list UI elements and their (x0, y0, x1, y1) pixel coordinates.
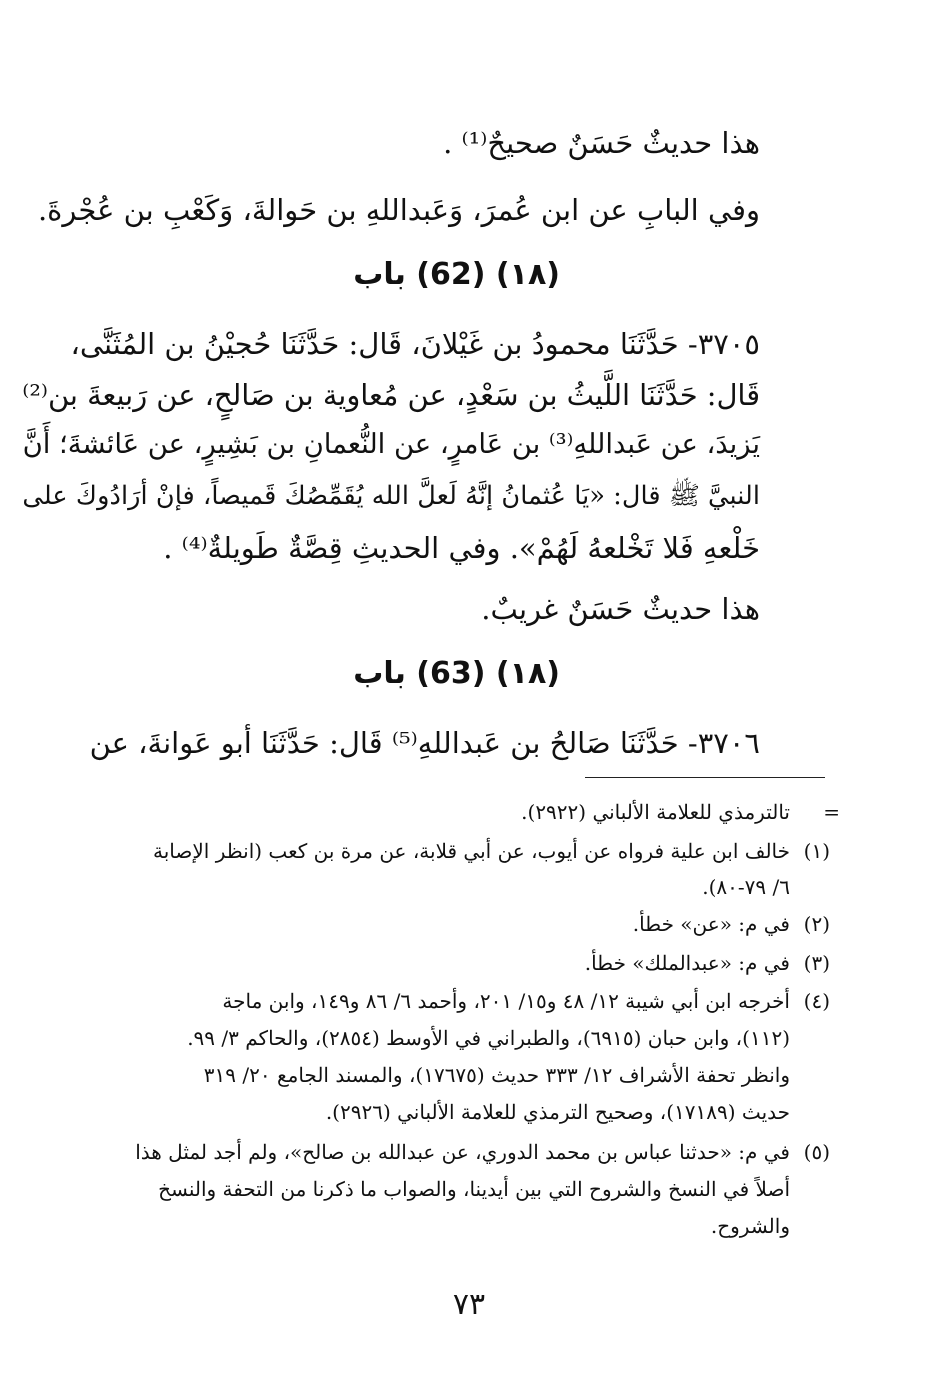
body-paragraph: هذا حديثٌ حَسَنٌ غريبٌ. (481, 592, 760, 626)
footnote-line: في م: «عن» خطأ. (632, 912, 790, 936)
hadith-line: خَلْعهِ فَلا تَخْلعهُ لَهُمْ». وفي الحديثِ قِصَّةٌ طَويلةٌ⁽⁴⁾ . (163, 531, 760, 565)
footnote-line: والشروح. (710, 1214, 790, 1238)
body-paragraph: هذا حديثٌ حَسَنٌ صحيحٌ⁽¹⁾ . (443, 126, 760, 160)
footnote-number: (٥) (803, 1140, 830, 1164)
hadith-line: يَزيدَ، عن عَبداللهِ⁽³⁾ بن عَامرٍ، عن النُّعمانِ بن بَشِيرٍ، عن عَائشةَ؛ أَنَّ (22, 429, 760, 460)
footnote-line: وانظر تحفة الأشراف ١٢/ ٣٣٣ حديث (١٧٦٧٥)، والمسند الجامع ٢٠/ ٣١٩ (203, 1063, 790, 1087)
footnote-number: (٢) (803, 912, 830, 936)
footnote-line: خالف ابن علية فرواه عن أيوب، عن أبي قلابة، عن مرة بن كعب (انظر الإصابة (153, 839, 790, 863)
hadith-line: ٣٧٠٦- حَدَّثَنَا صَالحُ بن عَبداللهِ⁽⁵⁾ قَال: حَدَّثَنَا أبو عَوانةَ، عن (89, 726, 760, 760)
hadith-line: النبيَّ ﷺ قال: «يَا عُثمانُ إنَّهُ لَعلَّ الله يُقَمِّصُكَ قَميصاً، فإنْ أرَادُوكَ على (22, 481, 760, 511)
footnote-number: (١) (803, 839, 830, 863)
footnote-line: تالترمذي للعلامة الألباني (٢٩٢٢). (521, 800, 790, 824)
hadith-line: ٣٧٠٥- حَدَّثَنَا محمودُ بن غَيْلانَ، قَال: حَدَّثَنَا حُجيْنُ بن المُثَنَّى، (70, 327, 760, 361)
section-heading: (١٨) (62) باب (353, 257, 560, 292)
hadith-line: قَال: حَدَّثَنَا اللَّيثُ بن سَعْدٍ، عن مُعاوية بن صَالحٍ، عن رَبيعةَ بن⁽²⁾ (22, 378, 760, 412)
footnote-number: = (823, 800, 840, 824)
footnote-number: (٣) (803, 951, 830, 975)
footnote-number: (٤) (803, 989, 830, 1013)
footnote-line: في م: «عبدالملك» خطأ. (584, 951, 790, 975)
footnote-line: أخرجه ابن أبي شيبة ١٢/ ٤٨ و١٥/ ٢٠١، وأحمد ٦/ ٨٦ و١٤٩، وابن ماجة (222, 989, 790, 1013)
page-number: ٧٣ (452, 1287, 486, 1322)
footnote-line: (١١٢)، وابن حبان (٦٩١٥)، والطبراني في الأوسط (٢٨٥٤)، والحاكم ٣/ ٩٩. (187, 1026, 790, 1050)
footnote-separator (585, 777, 825, 778)
footnote-line: أصلاً في النسخ والشروح التي بين أيدينا، والصواب ما ذكرنا من التحفة والنسخ (158, 1177, 790, 1201)
section-heading: (١٨) (63) باب (353, 656, 560, 691)
footnote-line: حديث (١٧١٨٩)، وصحيح الترمذي للعلامة الألباني (٢٩٢٦). (325, 1100, 790, 1124)
footnote-line: ٦/ ٧٩-٨٠). (702, 875, 790, 899)
body-paragraph: وفي البابِ عن ابن عُمرَ، وَعَبداللهِ بن حَوالةَ، وَكَعْبِ بن عُجْرةَ. (37, 193, 760, 227)
footnote-line: في م: «حدثنا عباس بن محمد الدوري، عن عبدالله بن صالح»، ولم أجد لمثل هذا (135, 1140, 790, 1164)
